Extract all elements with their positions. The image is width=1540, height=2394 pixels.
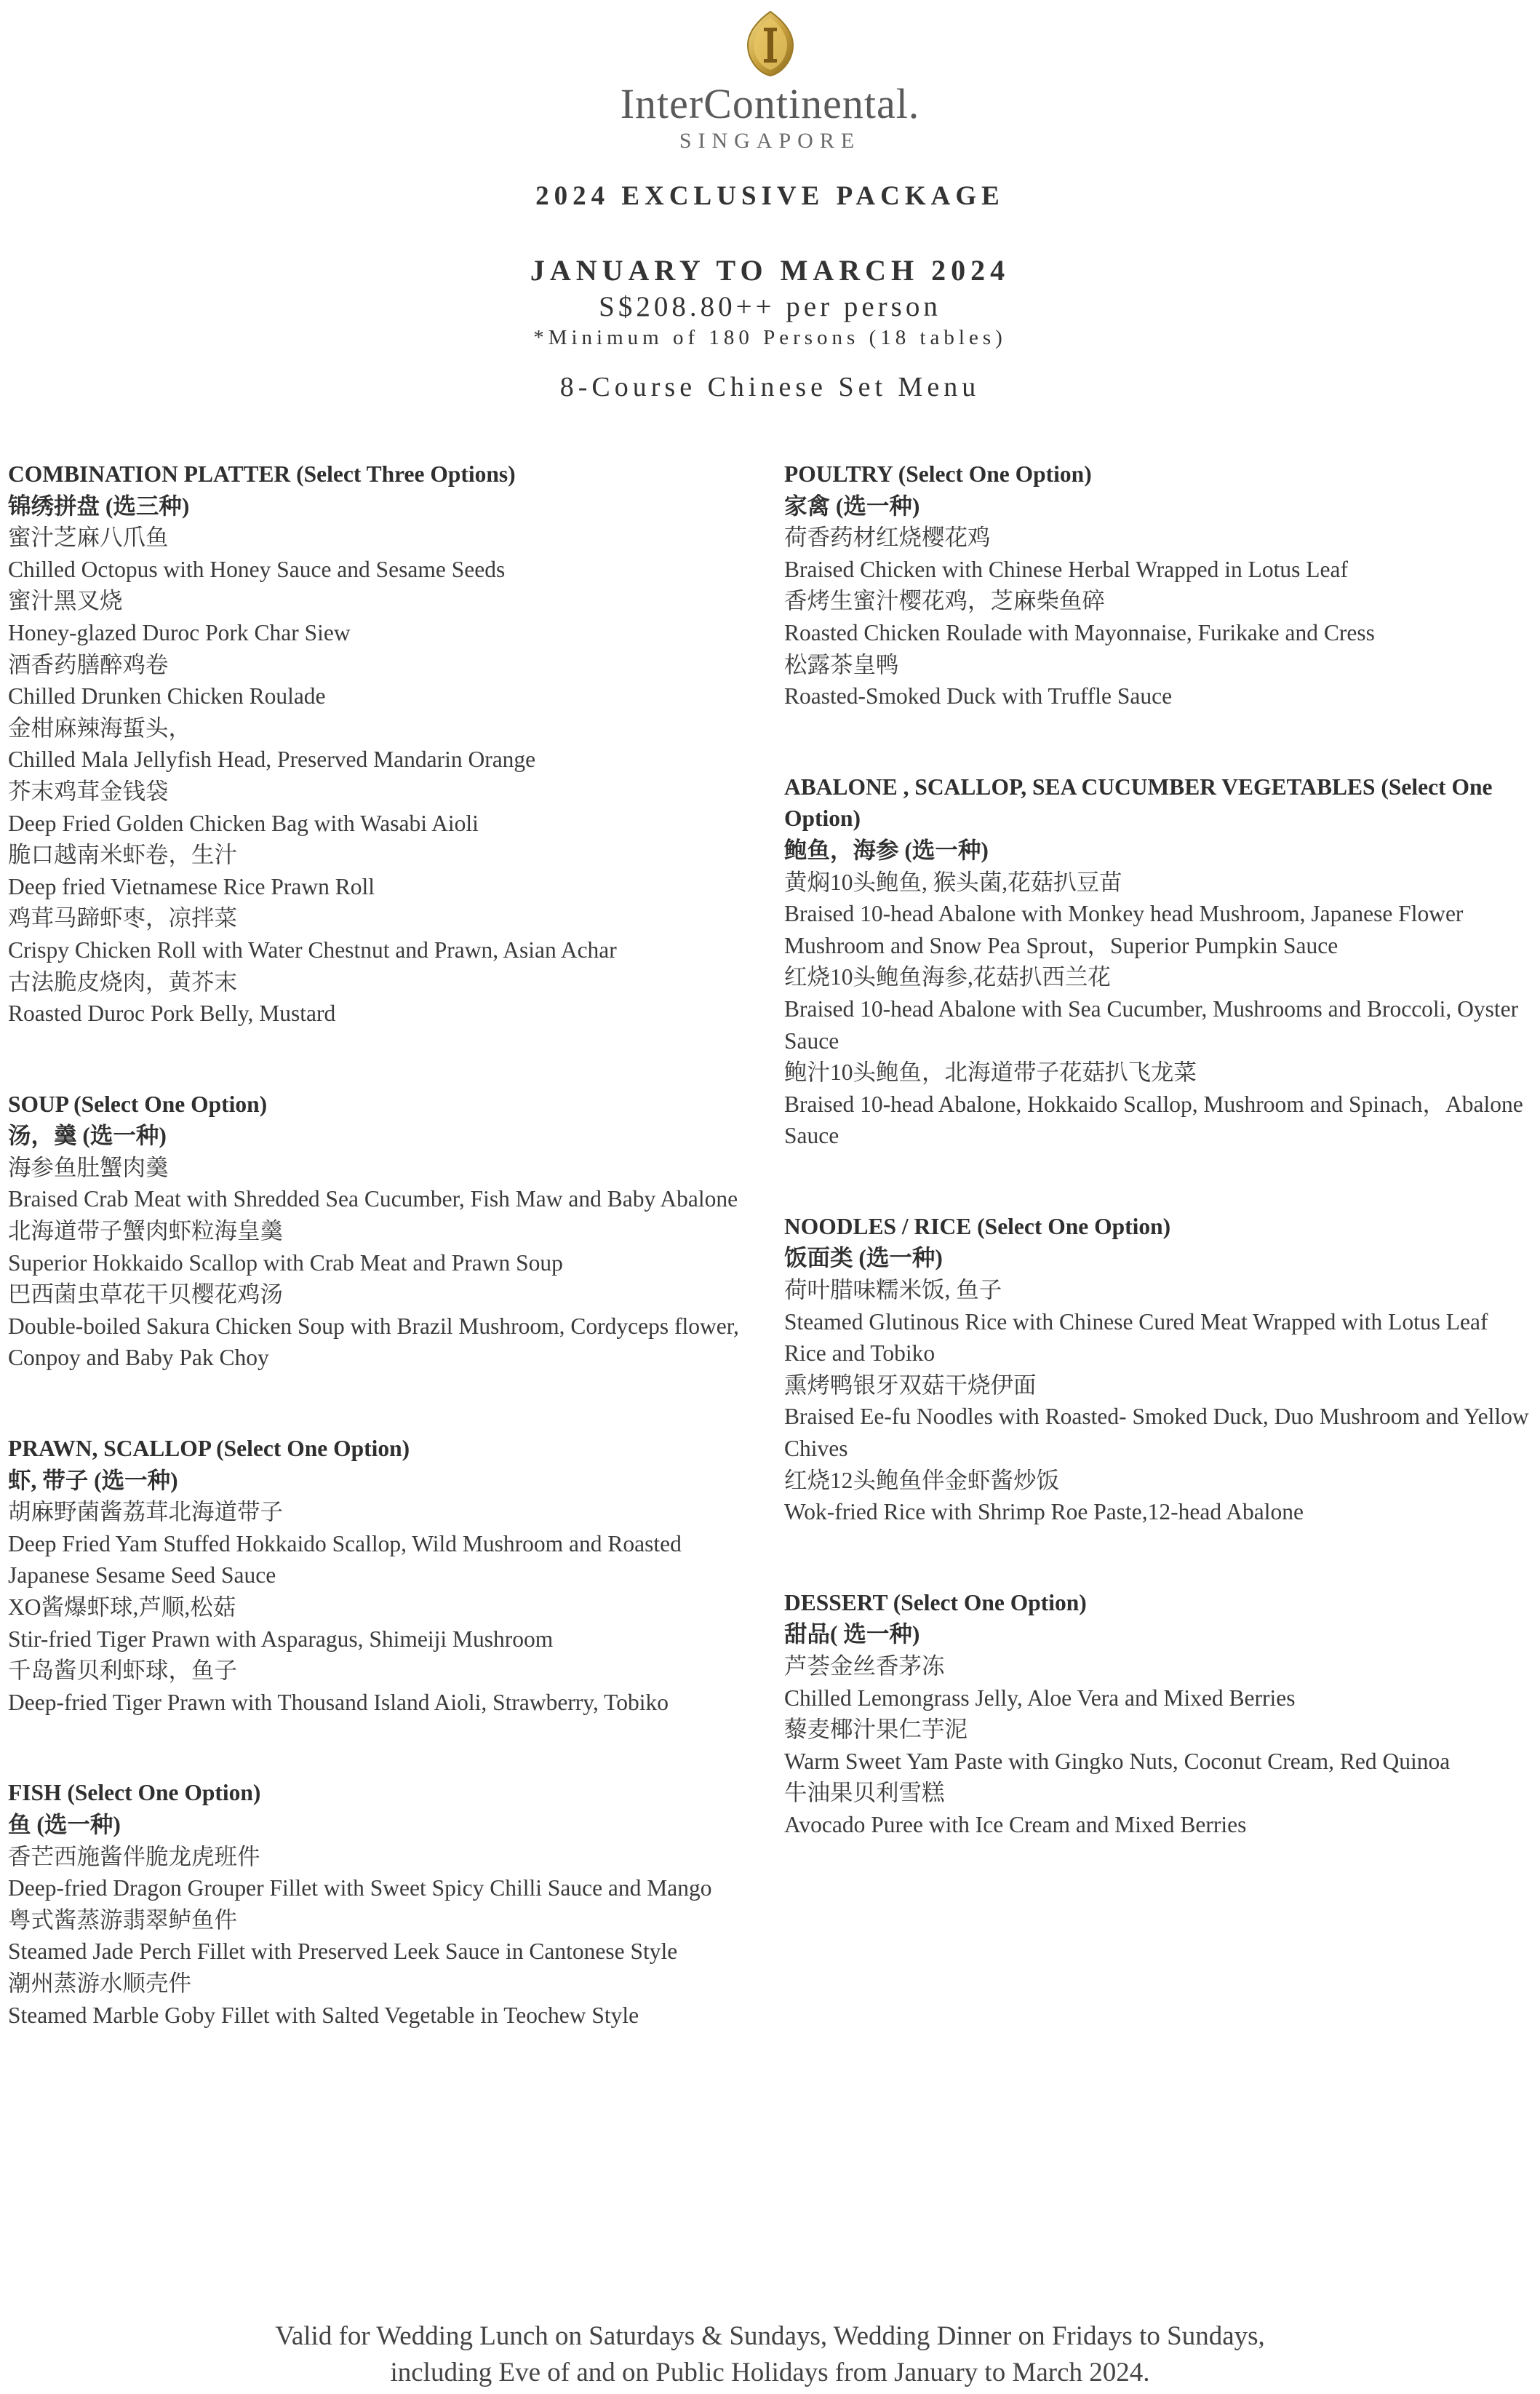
section-title-chinese: 鱼 (选一种) [8, 1811, 121, 1837]
package-price: S$208.80++ per person [599, 291, 941, 322]
menu-item: 酒香药膳醉鸡卷 [8, 651, 169, 677]
left-menu-column [8, 458, 750, 2090]
menu-item: 荷香药材红烧樱花鸡 [784, 525, 991, 551]
menu-item: Chilled Drunken Chicken Roulade [8, 683, 326, 709]
menu-item: 熏烤鸭银牙双菇干烧伊面 [784, 1372, 1037, 1398]
menu-item: Roasted Duroc Pork Belly, Mustard [8, 1001, 336, 1027]
menu-item: Deep fried Vietnamese Rice Prawn Roll [8, 873, 375, 899]
section-title: COMBINATION PLATTER (Select Three Options) [8, 461, 516, 487]
validity-note [0, 2318, 1540, 2391]
menu-item: Steamed Glutinous Rice with Chinese Cured Meat Wrapped with Lotus Leaf Rice and Tobiko [784, 1308, 1488, 1367]
menu-item: Deep-fried Tiger Prawn with Thousand Island Aioli, Strawberry, Tobiko [8, 1689, 669, 1715]
menu-item: 胡麻野菌酱荔茸北海道带子 [8, 1499, 284, 1525]
menu-item: 香芒西施酱伴脆龙虎班件 [8, 1843, 260, 1869]
menu-item: Warm Sweet Yam Paste with Gingko Nuts, Coconut Cream, Red Quinoa [784, 1748, 1451, 1774]
menu-item: 松露茶皇鸭 [784, 651, 899, 677]
validity-line-1: Valid for Wedding Lunch on Saturdays & Sundays, Wedding Dinner on Fridays to Sundays, [275, 2321, 1265, 2351]
menu-item: Chilled Lemongrass Jelly, Aloe Vera and Mixed Berries [784, 1685, 1296, 1711]
section-title: POULTRY (Select One Option) [784, 461, 1092, 487]
menu-item: Wok-fried Rice with Shrimp Roe Paste,12-head Abalone [784, 1499, 1304, 1525]
section-title-chinese: 虾, 带子 (选一种) [8, 1467, 178, 1493]
menu-item: Steamed Marble Goby Fillet with Salted Vegetable in Teochew Style [8, 2002, 639, 2028]
section-title: FISH (Select One Option) [8, 1780, 261, 1806]
menu-item: Braised 10-head Abalone, Hokkaido Scallop, Mushroom and Spinach，Abalone Sauce [784, 1091, 1523, 1149]
menu-item: Braised 10-head Abalone with Monkey head Mushroom, Japanese Flower Mushroom and Snow Pea Sprout，Superior Pumpkin Sauce [784, 901, 1464, 958]
menu-item: 黄焖10头鲍鱼, 猴头菌,花菇扒豆苗 [784, 869, 1122, 895]
menu-item: Braised Chicken with Chinese Herbal Wrapped in Lotus Leaf [784, 556, 1348, 582]
menu-item: Deep Fried Yam Stuffed Hokkaido Scallop, Wild Mushroom and Roasted Japanese Sesame Seed Sauce [8, 1530, 682, 1588]
menu-section [8, 1089, 750, 1374]
menu-item: Steamed Jade Perch Fillet with Preserved Leek Sauce in Cantonese Style [8, 1938, 678, 1965]
menu-item: 鸡茸马蹄虾枣，凉拌菜 [8, 905, 238, 931]
menu-item: 香烤生蜜汁樱花鸡，芝麻柴鱼碎 [784, 588, 1106, 614]
menu-item: Braised Crab Meat with Shredded Sea Cucumber, Fish Maw and Baby Abalone [8, 1186, 738, 1212]
right-menu-column [784, 458, 1533, 1900]
menu-title: 8-Course Chinese Set Menu [559, 372, 981, 402]
menu-section [784, 458, 1533, 712]
menu-item: 北海道带子蟹肉虾粒海皇羹 [8, 1218, 284, 1244]
section-title-chinese: 甜品( 选一种) [784, 1621, 920, 1647]
menu-item: 藜麦椰汁果仁芋泥 [784, 1717, 968, 1743]
menu-item: Deep-fried Dragon Grouper Fillet with Sweet Spicy Chilli Sauce and Mango [8, 1875, 712, 1901]
menu-item: Double-boiled Sakura Chicken Soup with Brazil Mushroom, Cordyceps flower, Conpoy and Baby Pak Choy [8, 1313, 739, 1371]
menu-section [8, 458, 750, 1030]
section-title-chinese: 汤，羹 (选一种) [8, 1123, 167, 1149]
menu-item: 牛油果贝利雪糕 [784, 1780, 945, 1806]
menu-item: 脆口越南米虾卷，生汁 [8, 842, 238, 868]
menu-section [8, 1777, 750, 2031]
menu-item: 粤式酱蒸游翡翠鲈鱼件 [8, 1906, 238, 1933]
menu-item: 荷叶腊味糯米饭, 鱼子 [784, 1277, 1002, 1303]
section-title: PRAWN, SCALLOP (Select One Option) [8, 1436, 410, 1462]
menu-item: Braised Ee-fu Noodles with Roasted- Smoked Duck, Duo Mushroom and Yellow Chives [784, 1404, 1529, 1462]
section-title: ABALONE , SCALLOP, SEA CUCUMBER VEGETABLES (Select One Option) [784, 774, 1493, 832]
menu-item: Avocado Puree with Ice Cream and Mixed Berries [784, 1811, 1247, 1837]
menu-item: 蜜汁芝麻八爪鱼 [8, 525, 169, 551]
validity-line-2: including Eve of and on Public Holidays from January to March 2024. [390, 2358, 1150, 2387]
menu-item: 红烧12头鲍鱼伴金虾酱炒饭 [784, 1467, 1060, 1493]
menu-item: Braised 10-head Abalone with Sea Cucumber, Mushrooms and Broccoli, Oyster Sauce [784, 995, 1519, 1054]
menu-item: Honey-glazed Duroc Pork Char Siew [8, 619, 351, 645]
brand-name: InterContinental. [620, 80, 920, 127]
menu-item: Chilled Octopus with Honey Sauce and Sesame Seeds [8, 556, 506, 582]
menu-item: 潮州蒸游水顺壳件 [8, 1970, 192, 1996]
menu-item: 蜜汁黑叉烧 [8, 588, 123, 614]
minimum-note: *Minimum of 180 Persons (18 tables) [533, 326, 1007, 349]
menu-item: 鲍汁10头鲍鱼，北海道带子花菇扒飞龙菜 [784, 1059, 1197, 1086]
menu-item: Roasted Chicken Roulade with Mayonnaise, Furikake and Cress [784, 619, 1375, 645]
intercontinental-gold-emblem-icon [745, 10, 796, 77]
section-title: SOUP (Select One Option) [8, 1091, 268, 1117]
menu-item: XO酱爆虾球,芦顺,松菇 [8, 1594, 236, 1620]
menu-item: Chilled Mala Jellyfish Head, Preserved Mandarin Orange [8, 747, 536, 773]
section-title: DESSERT (Select One Option) [784, 1589, 1087, 1615]
menu-item: Crispy Chicken Roll with Water Chestnut and Prawn, Asian Achar [8, 936, 617, 963]
section-title-chinese: 鲍鱼，海参 (选一种) [784, 837, 989, 863]
menu-item: 巴西菌虫草花干贝樱花鸡汤 [8, 1281, 284, 1308]
menu-section [8, 1433, 750, 1718]
package-dates: JANUARY TO MARCH 2024 [530, 254, 1010, 287]
section-title: NOODLES / RICE (Select One Option) [784, 1213, 1171, 1239]
menu-item: 古法脆皮烧肉，黄芥末 [8, 969, 238, 995]
menu-item: Deep Fried Golden Chicken Bag with Wasabi Aioli [8, 810, 479, 836]
menu-item: Stir-fried Tiger Prawn with Asparagus, Shimeiji Mushroom [8, 1626, 554, 1652]
menu-section [784, 1587, 1533, 1841]
section-title-chinese: 饭面类 (选一种) [784, 1245, 943, 1271]
menu-section [784, 771, 1533, 1152]
menu-item: 红烧10头鲍鱼海参,花菇扒西兰花 [784, 964, 1111, 990]
brand-logo [0, 10, 1540, 154]
brand-location: SINGAPORE [679, 129, 861, 153]
menu-item: 海参鱼肚蟹肉羹 [8, 1154, 169, 1180]
menu-item: 金柑麻辣海蜇头， [8, 715, 192, 741]
menu-item: 芥末鸡茸金钱袋 [8, 778, 169, 804]
menu-item: 芦荟金丝香茅冻 [784, 1653, 945, 1679]
section-title-chinese: 锦绣拼盘 (选三种) [8, 493, 190, 519]
menu-section [784, 1211, 1533, 1528]
package-title: 2024 EXCLUSIVE PACKAGE [535, 181, 1005, 211]
menu-item: Superior Hokkaido Scallop with Crab Meat and Prawn Soup [8, 1249, 563, 1276]
section-title-chinese: 家禽 (选一种) [784, 493, 920, 519]
menu-item: Roasted-Smoked Duck with Truffle Sauce [784, 683, 1173, 709]
menu-item: 千岛酱贝利虾球，鱼子 [8, 1658, 238, 1684]
